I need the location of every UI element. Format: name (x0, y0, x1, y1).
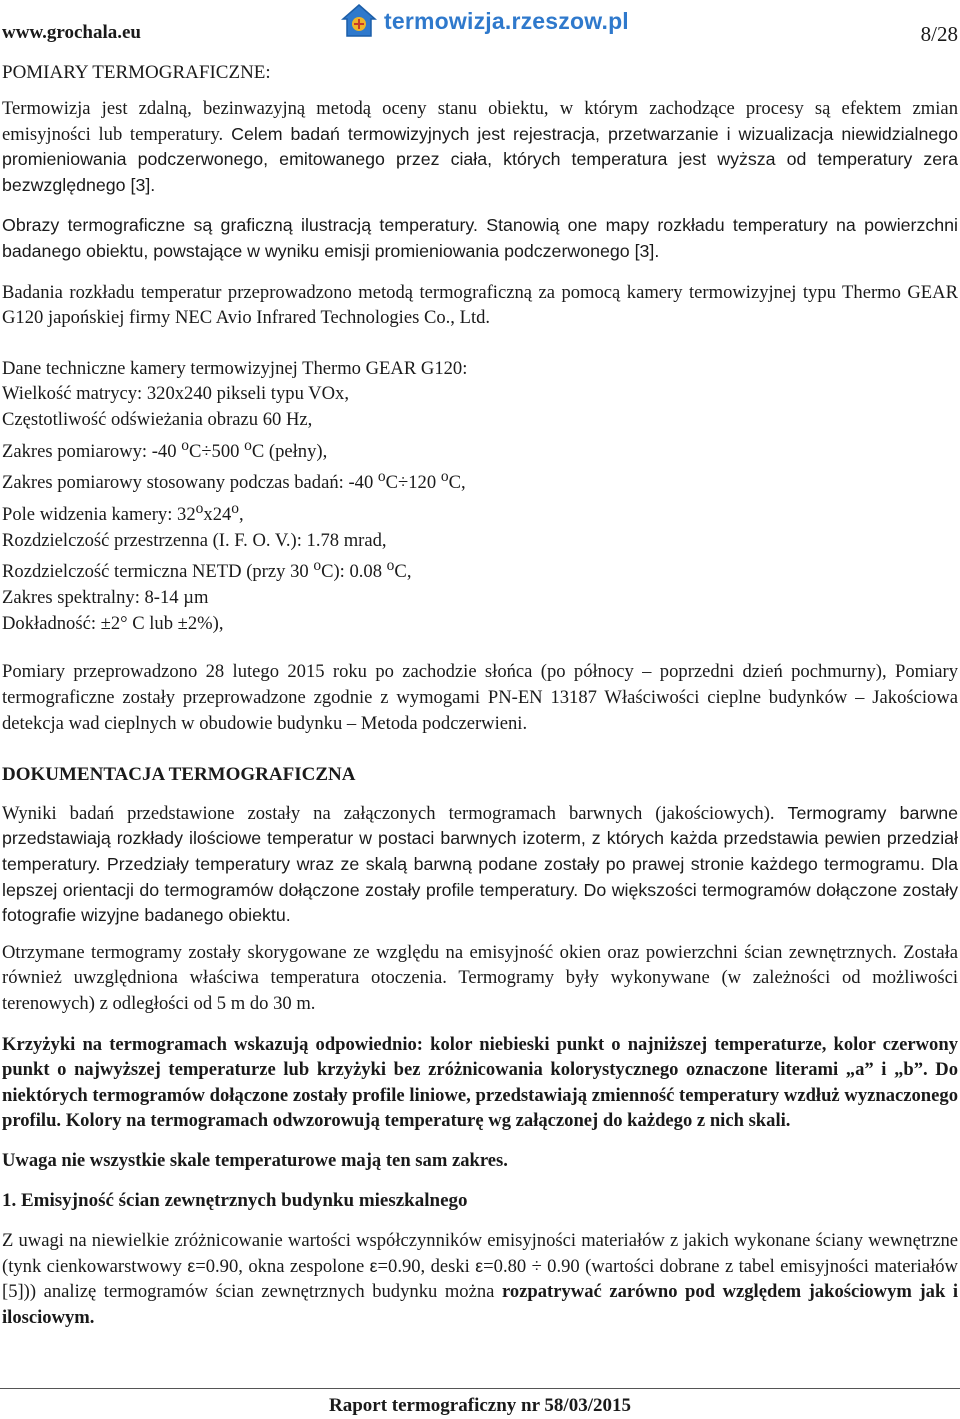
spec-range (2, 433, 958, 465)
spec-spectral: Zakres spektralny: 8-14 µm (2, 587, 209, 609)
emissivity-t4: =0.80 ÷ 0.90 (wartości dobrane z tabel emisyjności materiałów [5])) analizę termogramów ścian zewnętrznych budynku można (2, 1255, 958, 1303)
degree-mark: o (440, 468, 449, 486)
footer-divider (0, 1388, 960, 1389)
note-paragraph: Uwaga nie wszystkie skale temperaturowe mają ten sam zakres. (2, 1149, 508, 1171)
epsilon-symbol: ε (369, 1255, 378, 1276)
spec-refresh: Częstotliwość odświeżania obrazu 60 Hz, (2, 408, 313, 430)
header-logo (340, 3, 629, 39)
page-number: 8/28 (920, 22, 958, 46)
degree-mark: o (181, 436, 189, 454)
degree-mark: o (231, 500, 240, 518)
spec-used-a: Zakres pomiarowy stosowany podczas badań: -40 (2, 472, 378, 494)
degree-mark: o (195, 500, 204, 518)
spec-accuracy: Dokładność: ±2° C lub ±2%), (2, 612, 224, 634)
correction-paragraph: Otrzymane termogramy zostały skorygowane ze względu na emisyjność okien oraz powierzchni ścian zewnętrznych. Została również uwzględniona właściwa temperatura otoczenia. Termogramy były wykonywane (w zależności od możliwości terenowych) z odległości od 5 m do 30 m. (2, 941, 958, 1014)
emissivity-paragraph (2, 1228, 958, 1330)
logo-text: termowizja.rzeszow.pl (384, 7, 629, 34)
section-title: POMIARY TERMOGRAFICZNE: (2, 62, 271, 83)
emissivity-t5: rozpatrywać zarówno pod względem jakościowym jak i ilosciowym. (2, 1281, 958, 1328)
header-site: www.grochala.eu (2, 22, 141, 43)
spec-netd-b: C): 0.08 (321, 561, 387, 583)
spec-netd-c: C, (394, 561, 412, 583)
section-1-title: 1. Emisyjność ścian zewnętrznych budynku mieszkalnego (2, 1189, 468, 1211)
degree-mark: o (244, 436, 252, 454)
camera-paragraph: Badania rozkładu temperatur przeprowadzono metodą termograficzną za pomocą kamery termowizyjnej typu Thermo GEAR G120 japońskiej firmy NEC Avio Infrared Technologies Co., Ltd. (2, 281, 958, 329)
measurement-paragraph: Pomiary przeprowadzono 28 lutego 2015 roku po zachodzie słońca (po północy – poprzedni dzień pochmurny), Pomiary termograficzne zostały przeprowadzone zgodnie z wymogami PN-EN 13187 Właściwości cieplne budynków – Jakościowa detekcja wad cieplnych w obudowie budynku – Metoda podczerwieni. (2, 661, 958, 734)
images-start: Obrazy termograficzne są graficzną ilustracją temperatury. (2, 215, 478, 236)
document-body (2, 96, 958, 1331)
crosses-paragraph: Krzyżyki na termogramach wskazują odpowiednio: kolor niebieski punkt o najniższej temperaturze, kolor czerwony punkt o najwyższej temperaturze lub krzyżyki bez zróżnicowania kolorystycznego oznaczone literami „a” i „b”. Do niektórych termogramów dołączone zostały profile liniowe, przedstawiają zmienność temperatury wzdłuż wyznaczonego profilu. Kolory na termogramach odwzorowują temperaturę wg załączonej do każdego z nich skali. (2, 1033, 958, 1132)
spec-range-a: Zakres pomiarowy: -40 (2, 440, 182, 462)
specs-intro: Dane techniczne kamery termowizyjnej Thermo GEAR G120: (2, 357, 468, 379)
degree-mark: o (377, 468, 386, 486)
spec-netd (2, 553, 958, 585)
spec-ifov: Rozdzielczość przestrzenna (I. F. O. V.): 1.78 mrad, (2, 529, 387, 551)
intro-start: Termowizja jest zdalną, bezinwazyjną metodą oceny stanu obiektu, w którym zachodzące procesy są efektem zmian emisyjności lub temperatury. (2, 98, 958, 145)
documentation-start: Wyniki badań przedstawione zostały na załączonych termogramach barwnych (jakościowych). (2, 802, 775, 824)
spec-used-c: C, (448, 472, 466, 494)
spec-matrix: Wielkość matrycy: 320x240 pikseli typu VOx, (2, 383, 349, 405)
epsilon-symbol: ε (475, 1255, 484, 1276)
degree-mark: o (386, 557, 395, 575)
images-paragraph (2, 213, 958, 264)
documentation-paragraph (2, 801, 958, 929)
spec-range-b: C÷500 (188, 440, 245, 462)
documentation-end: Termogramy barwne przedstawiają rozkłady ilościowe temperatur w postaci barwnych izoterm, z których każda przedstawia pewien przedział temperatury. Przedziały temperatury wraz ze skalą barwną podane zostały po prawej stronie każdego termogramu. Dla lepszej orientacji do termogramów dołączone zostały profile temperatury. Do większości termogramów dołączone zostały fotografie wizyjne badanego obiektu. (2, 802, 958, 926)
emissivity-t2: =0.90, okna zespolone (195, 1255, 370, 1277)
degree-mark: o (313, 557, 322, 575)
spec-used-b: C÷120 (385, 472, 441, 494)
images-end: Stanowią one mapy rozkładu temperatury na powierzchni badanego obiektu, powstające w wyniku emisji promieniowania podczerwonego [3]. (2, 215, 958, 261)
spec-fov-c: , (239, 504, 244, 526)
spec-fov-a: Pole widzenia kamery: 32 (2, 504, 196, 526)
emissivity-t1: Z uwagi na niewielkie zróżnicowanie wartości współczynników emisyjności materiałów z jakich wykonane ściany wewnętrzne (tynk cienkowarstwowy (2, 1230, 958, 1277)
emissivity-t3: =0.90, deski (377, 1255, 476, 1277)
footer-report-number: Raport termograficzny nr 58/03/2015 (328, 1395, 631, 1416)
spec-range-c: C (pełny), (251, 440, 328, 462)
spec-fov (2, 496, 958, 528)
house-icon (340, 3, 378, 39)
documentation-title: DOKUMENTACJA TERMOGRAFICZNA (2, 764, 356, 786)
intro-end: Celem badań termowizyjnych jest rejestracja, przetwarzanie i wizualizacja niewidzialnego promieniowania podczerwonego, emitowanego przez ciała, których temperatura jest wyższa od temperatury zera bezwzględnego [3]. (2, 123, 958, 195)
spec-netd-a: Rozdzielczość termiczna NETD (przy 30 (2, 561, 314, 583)
intro-paragraph (2, 96, 958, 198)
epsilon-symbol: ε (187, 1255, 196, 1276)
camera-specs (2, 356, 958, 637)
spec-fov-b: x24 (203, 504, 232, 526)
spec-used-range (2, 464, 958, 496)
